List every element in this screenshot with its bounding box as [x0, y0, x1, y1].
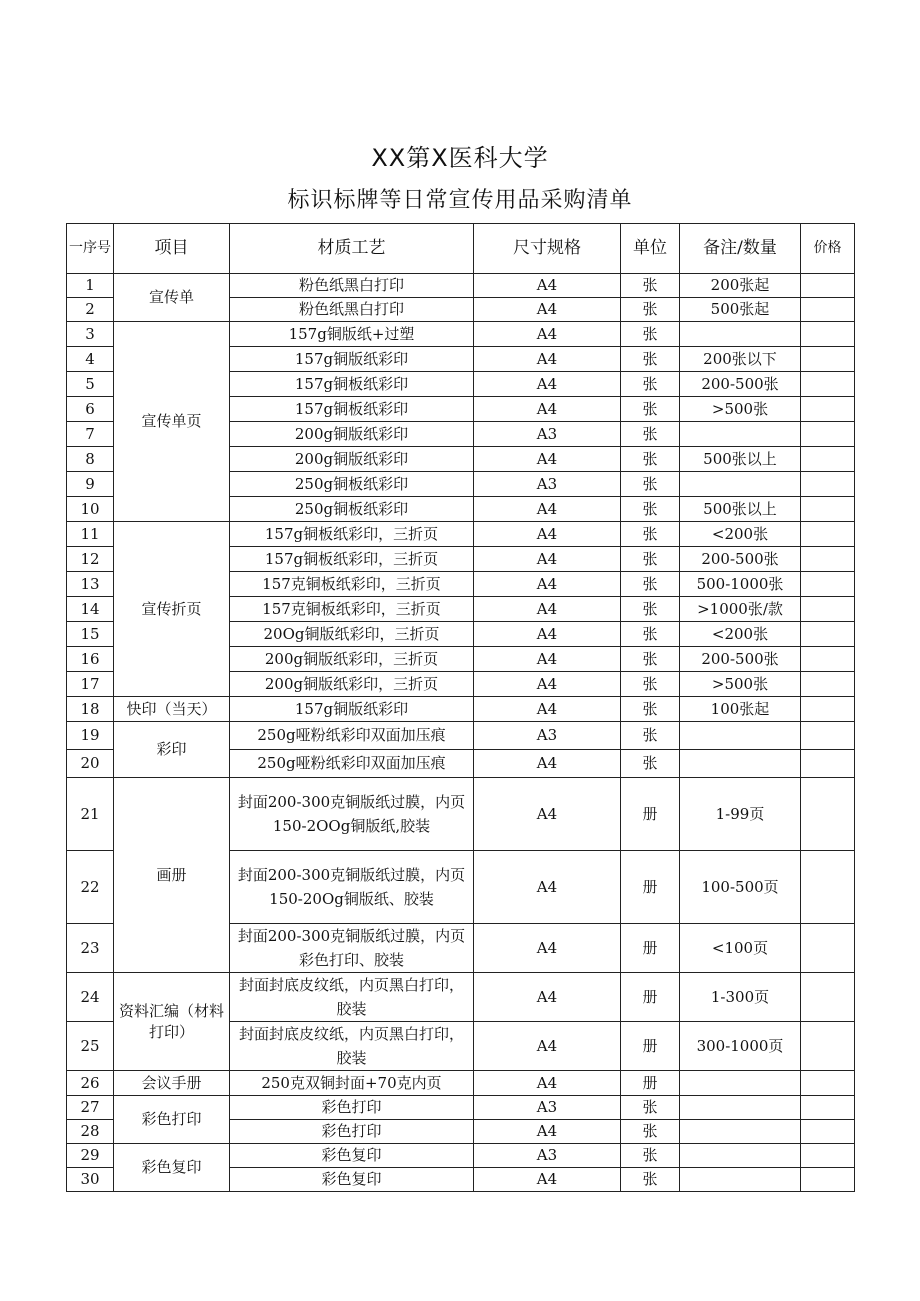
- size-cell: A4: [474, 622, 621, 647]
- size-cell: A4: [474, 672, 621, 697]
- remark-cell: 500张以上: [680, 497, 801, 522]
- row-number: 14: [67, 597, 114, 622]
- price-cell: [801, 422, 855, 447]
- size-cell: A4: [474, 447, 621, 472]
- row-number: 10: [67, 497, 114, 522]
- remark-cell: 200-500张: [680, 372, 801, 397]
- material-cell: 粉色纸黑白打印: [230, 274, 474, 298]
- table-row: [67, 973, 855, 1022]
- row-number: 16: [67, 647, 114, 672]
- unit-cell: 张: [621, 522, 680, 547]
- price-cell: [801, 522, 855, 547]
- unit-cell: 张: [621, 572, 680, 597]
- price-cell: [801, 973, 855, 1022]
- material-cell: 250g铜板纸彩印: [230, 497, 474, 522]
- project-cell: 资料汇编（材料打印）: [114, 973, 230, 1071]
- table-row: [67, 322, 855, 347]
- row-number: 24: [67, 973, 114, 1022]
- row-number: 13: [67, 572, 114, 597]
- project-cell: 会议手册: [114, 1071, 230, 1096]
- remark-cell: [680, 472, 801, 497]
- unit-cell: 张: [621, 1096, 680, 1120]
- header-index: 一序号: [67, 224, 114, 274]
- remark-cell: [680, 422, 801, 447]
- size-cell: A4: [474, 322, 621, 347]
- remark-cell: [680, 750, 801, 778]
- material-cell: 粉色纸黑白打印: [230, 298, 474, 322]
- header-project: 项目: [114, 224, 230, 274]
- remark-cell: [680, 1144, 801, 1168]
- material-cell: 157克铜板纸彩印，三折页: [230, 572, 474, 597]
- project-cell: 宣传单页: [114, 322, 230, 522]
- header-price: 价格: [801, 224, 855, 274]
- price-cell: [801, 447, 855, 472]
- row-number: 7: [67, 422, 114, 447]
- price-cell: [801, 572, 855, 597]
- size-cell: A4: [474, 1022, 621, 1071]
- unit-cell: 张: [621, 750, 680, 778]
- price-cell: [801, 1071, 855, 1096]
- material-cell: 157g铜板纸彩印，三折页: [230, 522, 474, 547]
- remark-cell: 200-500张: [680, 647, 801, 672]
- price-cell: [801, 1144, 855, 1168]
- size-cell: A4: [474, 1168, 621, 1192]
- unit-cell: 张: [621, 1120, 680, 1144]
- table-body: [67, 274, 855, 1192]
- table-row: [67, 697, 855, 722]
- remark-cell: 200张以下: [680, 347, 801, 372]
- price-cell: [801, 497, 855, 522]
- remark-cell: [680, 722, 801, 750]
- unit-cell: 张: [621, 298, 680, 322]
- material-cell: 彩色复印: [230, 1144, 474, 1168]
- remark-cell: <200张: [680, 522, 801, 547]
- remark-cell: 500-1000张: [680, 572, 801, 597]
- header-material: 材质工艺: [230, 224, 474, 274]
- price-cell: [801, 1168, 855, 1192]
- size-cell: A3: [474, 422, 621, 447]
- material-cell: 封面封底皮纹纸，内页黑白打印，胶装: [230, 1022, 474, 1071]
- remark-cell: 200张起: [680, 274, 801, 298]
- size-cell: A3: [474, 472, 621, 497]
- material-cell: 157g铜板纸彩印: [230, 372, 474, 397]
- price-cell: [801, 298, 855, 322]
- material-cell: 250g铜板纸彩印: [230, 472, 474, 497]
- row-number: 4: [67, 347, 114, 372]
- unit-cell: 张: [621, 274, 680, 298]
- material-cell: 封面200-300克铜版纸过膜，内页150-20Og铜版纸、胶装: [230, 851, 474, 924]
- project-cell: 宣传折页: [114, 522, 230, 697]
- table-row: [67, 722, 855, 750]
- unit-cell: 张: [621, 497, 680, 522]
- row-number: 12: [67, 547, 114, 572]
- unit-cell: 张: [621, 647, 680, 672]
- row-number: 6: [67, 397, 114, 422]
- remark-cell: <200张: [680, 622, 801, 647]
- size-cell: A3: [474, 1096, 621, 1120]
- size-cell: A4: [474, 851, 621, 924]
- row-number: 30: [67, 1168, 114, 1192]
- price-cell: [801, 672, 855, 697]
- price-cell: [801, 347, 855, 372]
- row-number: 29: [67, 1144, 114, 1168]
- price-cell: [801, 622, 855, 647]
- unit-cell: 张: [621, 722, 680, 750]
- size-cell: A4: [474, 372, 621, 397]
- table-row: [67, 1096, 855, 1120]
- document-subtitle: 标识标牌等日常宣传用品采购清单: [287, 188, 633, 213]
- material-cell: 20Og铜版纸彩印，三折页: [230, 622, 474, 647]
- remark-cell: 100张起: [680, 697, 801, 722]
- row-number: 19: [67, 722, 114, 750]
- row-number: 21: [67, 778, 114, 851]
- price-cell: [801, 1022, 855, 1071]
- table-row: [67, 1144, 855, 1168]
- remark-cell: >1000张/款: [680, 597, 801, 622]
- size-cell: A4: [474, 597, 621, 622]
- row-number: 3: [67, 322, 114, 347]
- project-cell: 画册: [114, 778, 230, 973]
- size-cell: A4: [474, 547, 621, 572]
- size-cell: A4: [474, 697, 621, 722]
- unit-cell: 张: [621, 322, 680, 347]
- header-row: [67, 224, 855, 274]
- size-cell: A4: [474, 298, 621, 322]
- unit-cell: 册: [621, 1022, 680, 1071]
- size-cell: A4: [474, 497, 621, 522]
- unit-cell: 张: [621, 372, 680, 397]
- size-cell: A4: [474, 572, 621, 597]
- project-cell: 宣传单: [114, 274, 230, 322]
- material-cell: 彩色复印: [230, 1168, 474, 1192]
- size-cell: A4: [474, 347, 621, 372]
- unit-cell: 册: [621, 851, 680, 924]
- material-cell: 彩色打印: [230, 1120, 474, 1144]
- size-cell: A4: [474, 1120, 621, 1144]
- price-cell: [801, 274, 855, 298]
- price-cell: [801, 397, 855, 422]
- unit-cell: 册: [621, 778, 680, 851]
- row-number: 2: [67, 298, 114, 322]
- header-unit: 单位: [621, 224, 680, 274]
- unit-cell: 册: [621, 973, 680, 1022]
- remark-cell: 200-500张: [680, 547, 801, 572]
- document-title: XX第X医科大学: [371, 144, 549, 172]
- project-cell: 彩色打印: [114, 1096, 230, 1144]
- row-number: 5: [67, 372, 114, 397]
- size-cell: A4: [474, 973, 621, 1022]
- header-remark: 备注/数量: [680, 224, 801, 274]
- remark-cell: [680, 322, 801, 347]
- unit-cell: 张: [621, 422, 680, 447]
- unit-cell: 张: [621, 397, 680, 422]
- price-cell: [801, 1120, 855, 1144]
- size-cell: A4: [474, 397, 621, 422]
- material-cell: 250g哑粉纸彩印双面加压痕: [230, 750, 474, 778]
- row-number: 8: [67, 447, 114, 472]
- row-number: 17: [67, 672, 114, 697]
- price-cell: [801, 722, 855, 750]
- remark-cell: [680, 1168, 801, 1192]
- remark-cell: <100页: [680, 924, 801, 973]
- unit-cell: 册: [621, 1071, 680, 1096]
- unit-cell: 张: [621, 622, 680, 647]
- material-cell: 封面200-300克铜版纸过膜，内页150-2OOg铜版纸,胶装: [230, 778, 474, 851]
- unit-cell: 张: [621, 472, 680, 497]
- size-cell: A4: [474, 778, 621, 851]
- price-cell: [801, 472, 855, 497]
- remark-cell: 1-99页: [680, 778, 801, 851]
- price-cell: [801, 1096, 855, 1120]
- material-cell: 封面封底皮纹纸，内页黑白打印，胶装: [230, 973, 474, 1022]
- header-size: 尺寸规格: [474, 224, 621, 274]
- remark-cell: 500张起: [680, 298, 801, 322]
- material-cell: 157g铜版纸彩印: [230, 697, 474, 722]
- size-cell: A4: [474, 924, 621, 973]
- price-cell: [801, 924, 855, 973]
- material-cell: 157g铜版纸+过塑: [230, 322, 474, 347]
- price-cell: [801, 322, 855, 347]
- price-cell: [801, 647, 855, 672]
- project-cell: 彩印: [114, 722, 230, 778]
- price-cell: [801, 851, 855, 924]
- unit-cell: 张: [621, 597, 680, 622]
- size-cell: A3: [474, 1144, 621, 1168]
- material-cell: 200g铜版纸彩印: [230, 422, 474, 447]
- size-cell: A3: [474, 722, 621, 750]
- table-row: [67, 522, 855, 547]
- remark-cell: >500张: [680, 397, 801, 422]
- row-number: 26: [67, 1071, 114, 1096]
- row-number: 9: [67, 472, 114, 497]
- remark-cell: [680, 1071, 801, 1096]
- material-cell: 157g铜板纸彩印: [230, 397, 474, 422]
- remark-cell: 300-1000页: [680, 1022, 801, 1071]
- size-cell: A4: [474, 522, 621, 547]
- table-row: [67, 778, 855, 851]
- material-cell: 250克双铜封面+70克内页: [230, 1071, 474, 1096]
- row-number: 20: [67, 750, 114, 778]
- row-number: 1: [67, 274, 114, 298]
- procurement-table: [66, 223, 855, 1192]
- row-number: 27: [67, 1096, 114, 1120]
- price-cell: [801, 372, 855, 397]
- row-number: 23: [67, 924, 114, 973]
- remark-cell: 1-300页: [680, 973, 801, 1022]
- row-number: 28: [67, 1120, 114, 1144]
- material-cell: 250g哑粉纸彩印双面加压痕: [230, 722, 474, 750]
- price-cell: [801, 778, 855, 851]
- unit-cell: 张: [621, 672, 680, 697]
- material-cell: 157克铜板纸彩印，三折页: [230, 597, 474, 622]
- row-number: 25: [67, 1022, 114, 1071]
- unit-cell: 张: [621, 1168, 680, 1192]
- unit-cell: 张: [621, 697, 680, 722]
- material-cell: 157g铜板纸彩印，三折页: [230, 547, 474, 572]
- row-number: 18: [67, 697, 114, 722]
- unit-cell: 张: [621, 447, 680, 472]
- price-cell: [801, 750, 855, 778]
- remark-cell: [680, 1120, 801, 1144]
- material-cell: 彩色打印: [230, 1096, 474, 1120]
- remark-cell: 500张以上: [680, 447, 801, 472]
- price-cell: [801, 547, 855, 572]
- material-cell: 200g铜版纸彩印: [230, 447, 474, 472]
- unit-cell: 张: [621, 1144, 680, 1168]
- size-cell: A4: [474, 1071, 621, 1096]
- size-cell: A4: [474, 647, 621, 672]
- project-cell: 快印（当天）: [114, 697, 230, 722]
- row-number: 22: [67, 851, 114, 924]
- table-row: [67, 1071, 855, 1096]
- project-cell: 彩色复印: [114, 1144, 230, 1192]
- material-cell: 200g铜版纸彩印，三折页: [230, 672, 474, 697]
- size-cell: A4: [474, 274, 621, 298]
- material-cell: 200g铜版纸彩印，三折页: [230, 647, 474, 672]
- price-cell: [801, 697, 855, 722]
- remark-cell: [680, 1096, 801, 1120]
- row-number: 15: [67, 622, 114, 647]
- material-cell: 封面200-300克铜版纸过膜，内页彩色打印、胶装: [230, 924, 474, 973]
- unit-cell: 张: [621, 547, 680, 572]
- remark-cell: 100-500页: [680, 851, 801, 924]
- unit-cell: 张: [621, 347, 680, 372]
- unit-cell: 册: [621, 924, 680, 973]
- size-cell: A4: [474, 750, 621, 778]
- table-row: [67, 274, 855, 298]
- price-cell: [801, 597, 855, 622]
- row-number: 11: [67, 522, 114, 547]
- material-cell: 157g铜版纸彩印: [230, 347, 474, 372]
- remark-cell: >500张: [680, 672, 801, 697]
